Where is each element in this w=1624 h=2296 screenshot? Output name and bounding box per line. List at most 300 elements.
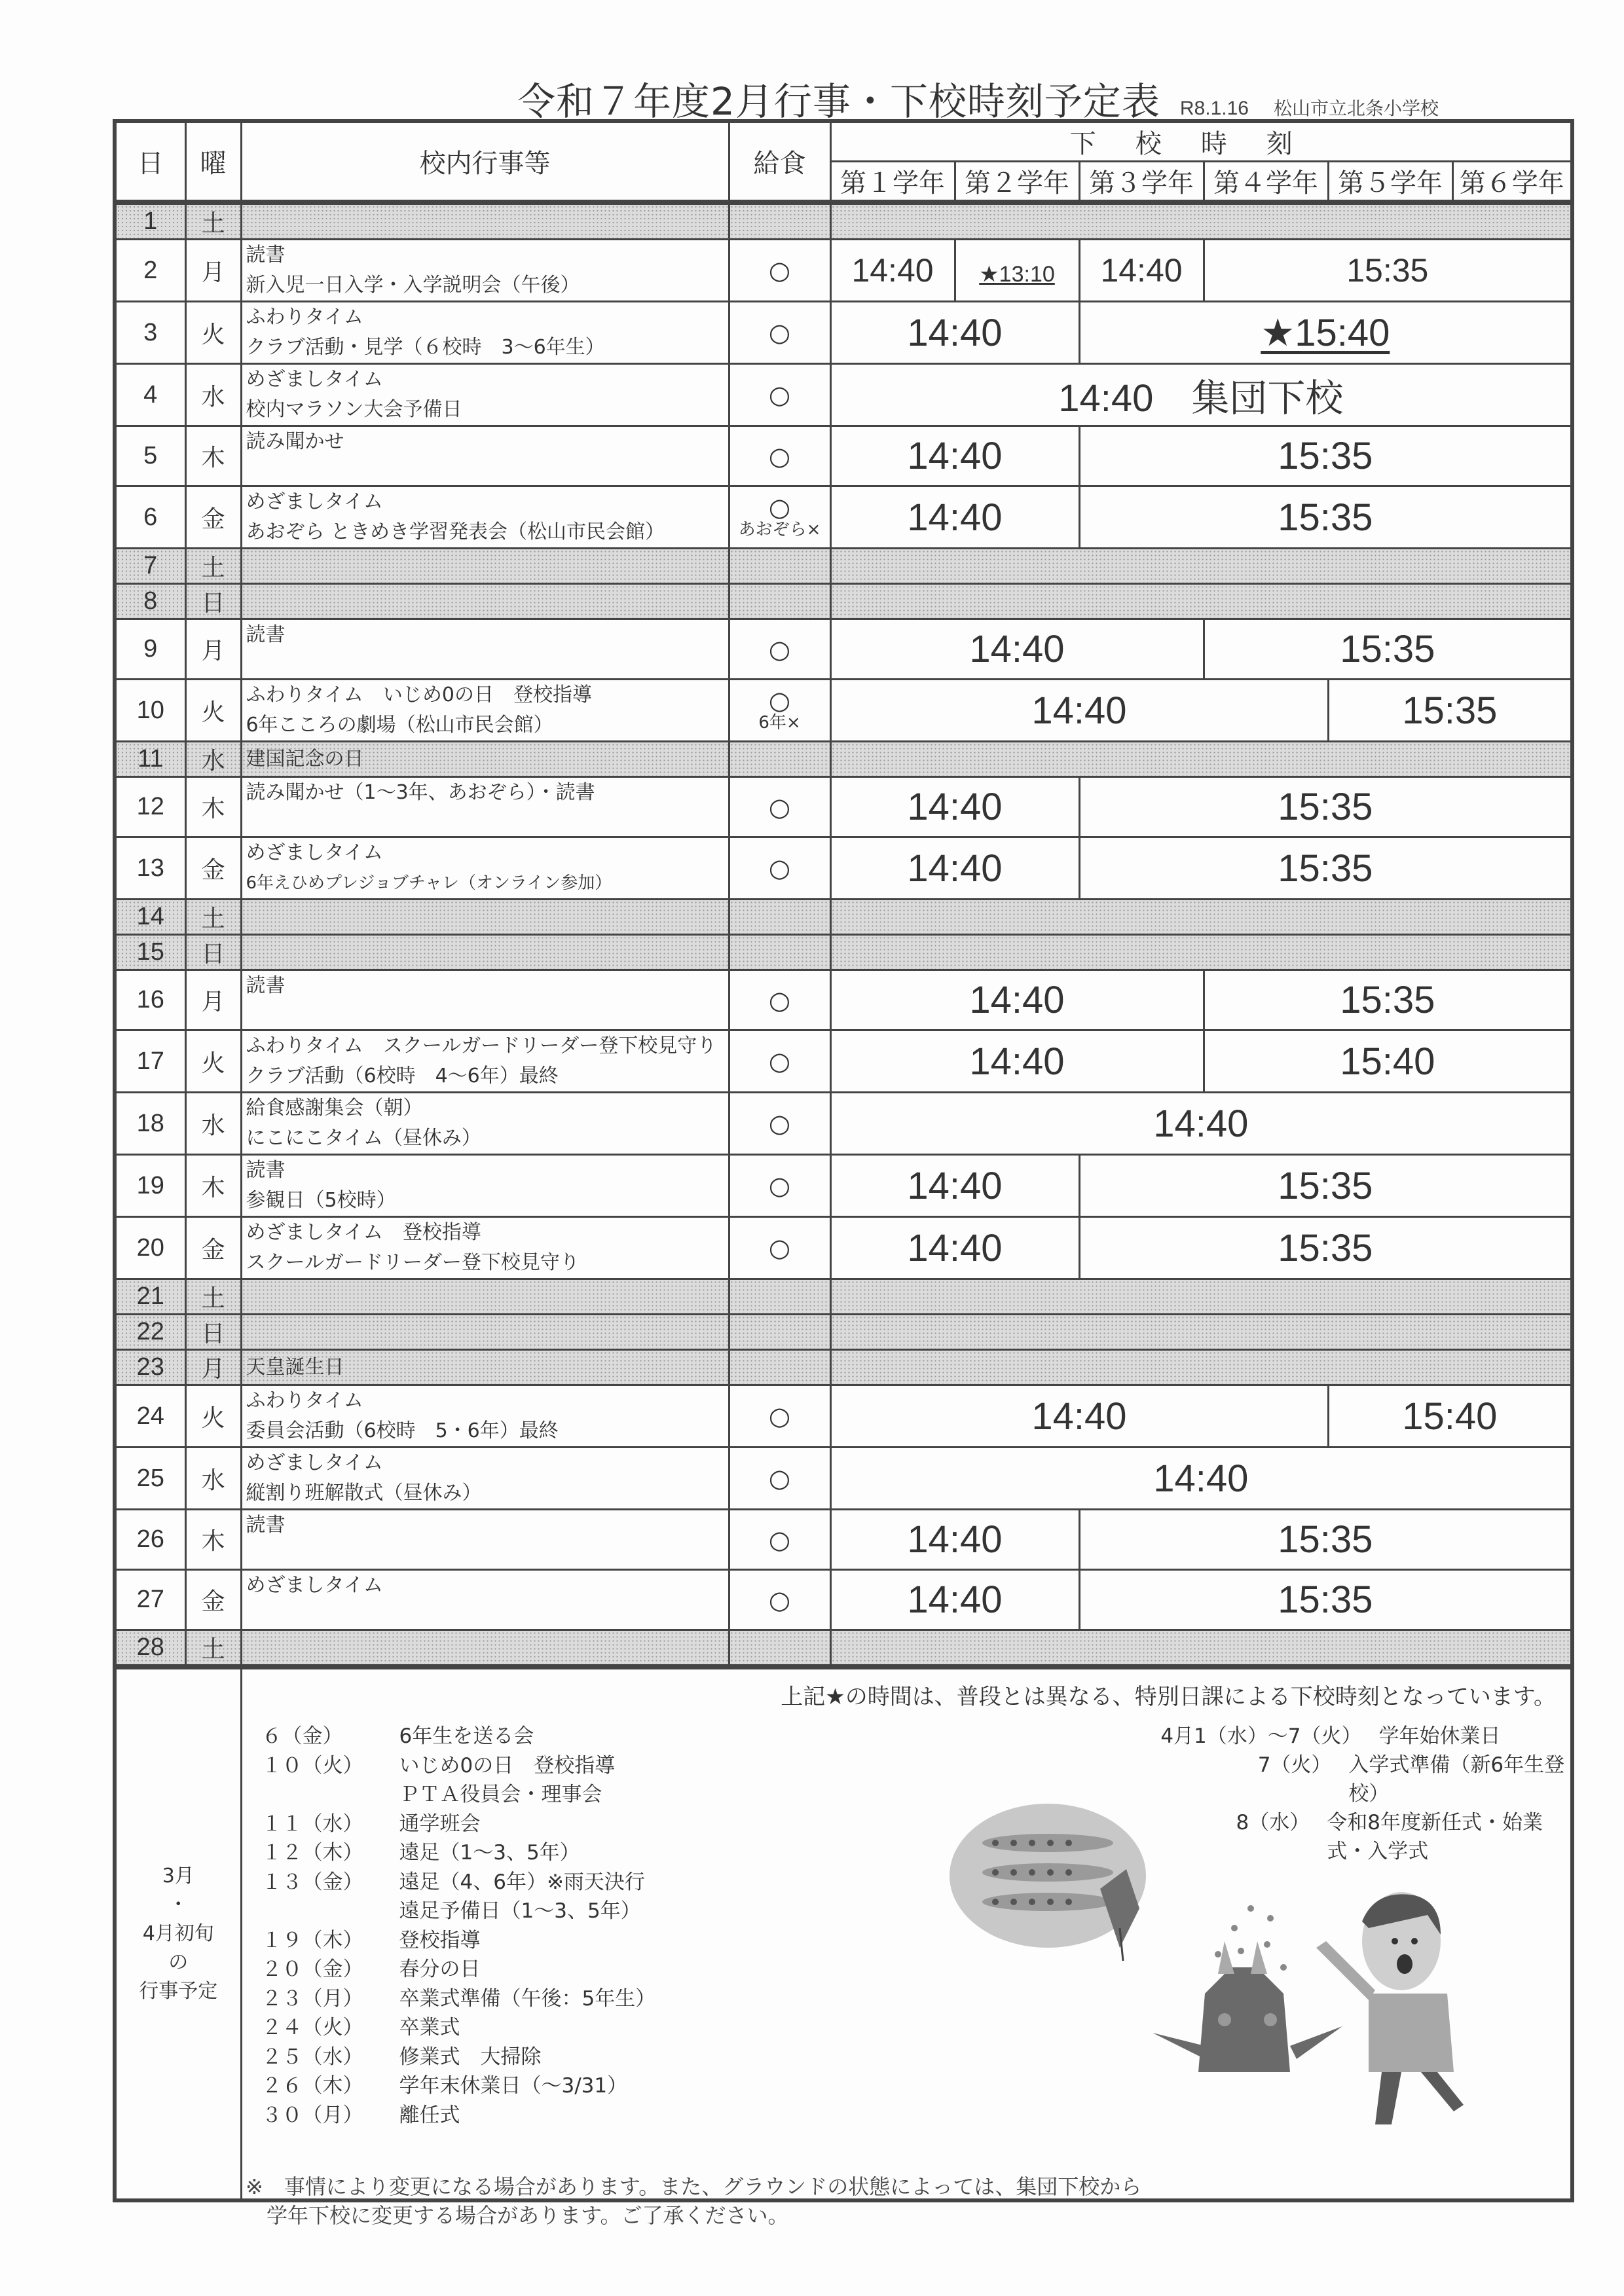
school-name: 松山市立北条小学校 [1273,98,1439,119]
dismissal-time-cell [1328,1385,1572,1448]
dismissal-time: 14:40 [851,252,934,289]
upcoming-label-line: 行事予定 [139,1980,218,2003]
table-row [115,364,1572,426]
event-text: 読書 [246,1514,286,1537]
page-title: 令和７年度2月行事・下校時刻予定表 [517,79,1160,124]
weekday-cell: 土 [185,900,241,935]
events-cell [241,240,729,302]
dismissal-time-cell [830,970,1204,1030]
dismissal-time: 14:40 [907,1518,1003,1561]
dismissal-time: 14:40 [907,1164,1003,1207]
dismissal-time-cell [1079,777,1572,837]
day-cell: 15 [115,935,185,970]
holiday-row [115,1279,1572,1315]
dismissal-time-cell [830,1385,1328,1448]
event-text: クラブ活動（6校時 4～6年）最終 [246,1065,559,1087]
dismissal-time-cell [830,1510,1079,1570]
dismissal-time-cell [830,240,955,302]
march-event [262,2013,656,2043]
weekday-cell: 水 [185,742,241,777]
events-cell [241,680,729,742]
upcoming-label-line: 3月 [162,1865,194,1887]
dismissal-time-cell [830,837,1079,900]
holiday-row [115,1630,1572,1667]
lunch-mark: ○ [768,792,791,822]
dismissal-time: 15:35 [1278,1578,1373,1621]
dismissal-time: 14:40 [969,979,1065,1021]
holiday-row [115,1350,1572,1385]
event-text: めざましタイム [246,1451,383,1474]
table-row [115,837,1572,900]
dismissal-time: 15:35 [1340,628,1435,670]
events-cell [241,1630,729,1667]
events-cell [241,970,729,1030]
events-cell [241,202,729,240]
dismissal-time-cell [1079,1155,1572,1217]
col-header-grade-5: 第５学年 [1328,162,1452,203]
lunch-mark: ○ [768,1047,791,1076]
weekday-cell: 日 [185,935,241,970]
weekday-cell: 金 [185,486,241,549]
event-name: 遠足予備日（1～3、5年） [399,1899,641,1923]
day-cell: 3 [115,302,185,364]
day-cell: 21 [115,1279,185,1315]
dismissal-time: 14:40 集団下校 [1058,377,1344,420]
day-cell: 12 [115,777,185,837]
lunch-cell [729,1510,830,1570]
weekday-cell: 木 [185,1155,241,1217]
issue-date: R8.1.16 [1179,98,1249,119]
footnote-line: ※ 事情により変更になる場合があります。また、グラウンドの状態によっては、集団下校から [246,2174,1142,2199]
day-cell: 6 [115,486,185,549]
weekday-cell: 火 [185,1030,241,1093]
events-cell [241,584,729,619]
lunch-cell [729,1630,830,1667]
weekday-cell: 土 [185,202,241,240]
events-cell [241,1448,729,1510]
weekday-cell: 土 [185,1279,241,1315]
day-cell: 4 [115,364,185,426]
event-name: ＰＴＡ役員会・理事会 [399,1783,602,1806]
lunch-cell [729,1155,830,1217]
event-name: 卒業式 [399,2016,460,2039]
events-cell [241,364,729,426]
day-cell: 9 [115,619,185,680]
event-date: 8（水） [1236,1811,1310,1834]
day-cell: 13 [115,837,185,900]
dismissal-time-cell [830,1448,1572,1510]
day-cell: 16 [115,970,185,1030]
event-date: 7（火） [1257,1753,1332,1777]
day-cell: 22 [115,1315,185,1350]
child-throwing-beans-icon [1316,1892,1464,2124]
event-text: ふわりタイム スクールガードリーダー登下校見守り [246,1034,717,1057]
lunch-cell [729,935,830,970]
lunch-mark: ○ [768,380,791,409]
col-header-grade-3: 第３学年 [1079,162,1204,203]
weekday-cell: 木 [185,1510,241,1570]
lunch-cell [729,584,830,619]
event-text: スクールガードリーダー登下校見守り [246,1251,580,1274]
event-date [262,1897,399,1926]
event-text: ふわりタイム [246,1389,363,1412]
lunch-mark: ○ [768,1109,791,1138]
table-row [115,302,1572,364]
events-cell [241,1510,729,1570]
weekday-cell: 木 [185,426,241,486]
dismissal-time-cell [830,1570,1079,1630]
dismissal-time-cell [1204,1030,1572,1093]
dismissal-time-cell [830,426,1079,486]
events-cell [241,1217,729,1279]
event-text: めざましタイム [246,841,383,864]
lunch-mark: ○ [768,1464,791,1493]
event-date: ２５（水） [261,2045,363,2069]
event-date: １１（水） [261,1812,363,1836]
table-row [115,1570,1572,1630]
event-name: 令和8年度新任式・始業式・入学式 [1327,1811,1543,1863]
lunch-cell [729,426,830,486]
dismissal-time-cell [1079,486,1572,549]
event-text: 天皇誕生日 [246,1355,344,1379]
footnote [246,2172,1141,2230]
day-cell: 20 [115,1217,185,1279]
holiday-row [115,742,1572,777]
dismissal-time: 14:40 [907,1578,1003,1621]
event-date: 4月1（水）～7（火） [1160,1724,1362,1748]
col-header-lunch: 給食 [729,121,830,202]
dismissal-time: 14:40 [907,786,1003,828]
day-cell: 11 [115,742,185,777]
march-event [262,1984,656,2014]
lunch-cell [729,1385,830,1448]
events-cell [241,837,729,900]
event-name: 遠足（4、6年）※雨天決行 [399,1870,645,1894]
event-text: めざましタイム [246,1574,383,1597]
events-cell [241,1385,729,1448]
event-name: 卒業式準備（午後：5年生） [399,1986,656,2011]
weekday-cell: 木 [185,777,241,837]
lunch-cell [729,1448,830,1510]
table-row [115,1510,1572,1570]
lunch-cell [729,240,830,302]
lunch-mark: ○ [768,686,791,715]
event-text: 読書 [246,974,286,997]
col-header-dismissal-time: 下校時刻 [830,121,1572,162]
event-text: ふわりタイム いじめ0の日 登校指導 [246,683,592,706]
dismissal-time-empty [830,1315,1572,1350]
dismissal-time: 15:35 [1278,1164,1373,1207]
event-date: ３０（月） [261,2103,363,2127]
dismissal-time: 14:40 [969,1040,1065,1083]
dismissal-time-cell [1079,837,1572,900]
event-text: 6年えひめプレジョブチャレ（オンライン参加） [246,873,612,893]
weekday-cell: 水 [185,1093,241,1155]
weekday-cell: 月 [185,1350,241,1385]
events-cell [241,935,729,970]
dismissal-time-cell [955,240,1079,302]
event-date: ６（金） [261,1724,343,1748]
lunch-cell [729,900,830,935]
event-name: 登校指導 [399,1928,481,1952]
march-event [262,1926,656,1956]
event-text: めざましタイム 登校指導 [246,1221,481,1244]
lunch-mark: ○ [768,854,791,883]
event-text: 委員会活動（6校時 5・6年）最終 [246,1419,559,1442]
day-cell: 25 [115,1448,185,1510]
upcoming-label [115,1667,241,2200]
event-name: 学年末休業日（～3/31） [399,2074,628,2098]
day-cell: 18 [115,1093,185,1155]
event-text: 参観日（5校時） [246,1189,396,1212]
lunch-cell [729,486,830,549]
events-cell [241,302,729,364]
table-row [115,486,1572,549]
dismissal-time-cell [830,302,1079,364]
events-cell [241,742,729,777]
col-header-grade-6: 第６学年 [1452,162,1572,203]
lunch-mark: ○ [768,441,791,471]
weekday-cell: 火 [185,680,241,742]
dismissal-time-cell [1079,426,1572,486]
dismissal-time: 15:35 [1278,1518,1373,1561]
events-cell [241,900,729,935]
march-event [262,2101,656,2130]
lunch-cell [729,1350,830,1385]
special-dismissal-time: ★15:40 [1261,312,1390,354]
dismissal-time: 15:35 [1340,979,1435,1021]
events-cell [241,1350,729,1385]
day-cell: 24 [115,1385,185,1448]
lunch-cell [729,742,830,777]
dismissal-time: 14:40 [907,435,1003,477]
march-events-list [262,1722,656,2130]
header [517,71,1439,126]
table-row [115,1093,1572,1155]
dismissal-time-cell [1204,970,1572,1030]
event-text: 読み聞かせ（1～3年、あおぞら）・読書 [246,781,595,804]
day-cell: 26 [115,1510,185,1570]
day-cell: 19 [115,1155,185,1217]
event-text: 読書 [246,244,286,266]
dismissal-time-empty [830,549,1572,584]
dismissal-time-empty [830,584,1572,619]
table-row [115,777,1572,837]
dismissal-time-cell [830,1093,1572,1155]
dismissal-time-cell [1079,1217,1572,1279]
lunch-cell [729,1315,830,1350]
holiday-row [115,584,1572,619]
weekday-cell: 金 [185,1217,241,1279]
lunch-cell [729,549,830,584]
lunch-note: あおぞら× [738,520,821,539]
dismissal-time-cell [1328,680,1572,742]
day-cell: 8 [115,584,185,619]
events-cell [241,426,729,486]
events-cell [241,777,729,837]
table-row [115,1385,1572,1448]
dismissal-time-cell [1079,1570,1572,1630]
lunch-cell [729,364,830,426]
dismissal-time: 14:40 [907,496,1003,539]
dismissal-time-cell [1079,1510,1572,1570]
dismissal-time-cell [1079,302,1572,364]
event-text: 縦割り班解散式（昼休み） [246,1482,482,1504]
weekday-cell: 土 [185,549,241,584]
lunch-cell [729,837,830,900]
events-cell [241,619,729,680]
sardine-holly-icon [950,1804,1146,1961]
holiday-row [115,900,1572,935]
dismissal-time: 14:40 [907,311,1003,354]
day-cell: 23 [115,1350,185,1385]
dismissal-time: 15:35 [1278,435,1373,477]
events-cell [241,486,729,549]
dismissal-time: 14:40 [1031,1394,1127,1438]
dismissal-time-cell [830,1155,1079,1217]
table-row [115,619,1572,680]
col-header-grade-1: 第１学年 [830,162,955,203]
lunch-mark: ○ [768,1233,791,1262]
weekday-cell: 土 [185,1630,241,1667]
dismissal-time-empty [830,1630,1572,1667]
dismissal-time-cell [1204,619,1572,680]
lunch-mark: ○ [768,1585,791,1614]
dismissal-time-cell [1079,240,1204,302]
event-date [262,1780,399,1810]
dismissal-time-empty [830,742,1572,777]
event-text: クラブ活動・見学（６校時 3～6年生） [246,336,605,359]
lunch-mark: ○ [768,318,791,347]
day-cell: 28 [115,1630,185,1667]
day-cell: 14 [115,900,185,935]
event-date: ２３（月） [261,1986,363,2011]
col-header-events: 校内行事等 [241,121,729,202]
weekday-cell: 月 [185,970,241,1030]
dismissal-time: 14:40 [1100,252,1183,289]
day-cell: 7 [115,549,185,584]
dismissal-time: 15:35 [1278,847,1373,890]
weekday-cell: 水 [185,1448,241,1510]
lunch-cell [729,302,830,364]
col-header-dow: 曜 [185,121,241,202]
col-header-day: 日 [115,121,185,202]
dismissal-time-cell [1204,240,1572,302]
day-cell: 1 [115,202,185,240]
event-date: １９（木） [261,1928,363,1952]
dismissal-time: 14:40 [1031,689,1127,732]
day-cell: 17 [115,1030,185,1093]
upcoming-label-line: 4月初旬 [142,1922,214,1945]
event-text: 読書 [246,1159,286,1182]
setsubun-illustration [943,1797,1480,2138]
weekday-cell: 月 [185,240,241,302]
dismissal-time: 15:40 [1340,1040,1435,1083]
table-row [115,1155,1572,1217]
dismissal-time: 15:35 [1402,689,1498,732]
dismissal-time: 15:40 [1402,1394,1498,1438]
lunch-cell [729,202,830,240]
event-text: 建国記念の日 [246,747,364,771]
event-name: いじめ0の日 登校指導 [399,1753,616,1777]
event-name: 6年生を送る会 [399,1724,534,1748]
dismissal-time-cell [830,486,1079,549]
dismissal-time: 15:35 [1278,496,1373,539]
dismissal-time-cell [830,364,1572,426]
weekday-cell: 火 [185,1385,241,1448]
event-text: 読み聞かせ [246,430,344,453]
weekday-cell: 日 [185,584,241,619]
star-note: 上記★の時間は、普段とは異なる、特別日課による下校時刻となっています。 [781,1684,1557,1710]
lunch-mark: ○ [768,985,791,1015]
dismissal-time-cell [830,1217,1079,1279]
event-date: ２４（火） [261,2016,363,2039]
dismissal-time: 14:40 [969,628,1065,670]
day-cell: 5 [115,426,185,486]
col-header-grade-2: 第２学年 [955,162,1079,203]
march-event [262,1955,656,1984]
dismissal-time-empty [830,202,1572,240]
lunch-mark: ○ [768,1171,791,1200]
weekday-cell: 日 [185,1315,241,1350]
event-text: 給食感謝集会（朝） [246,1097,423,1120]
lunch-cell [729,1570,830,1630]
events-cell [241,1570,729,1630]
lunch-cell [729,680,830,742]
march-event [262,1810,656,1839]
lunch-note: 6年× [758,713,801,733]
weekday-cell: 水 [185,364,241,426]
event-date: １３（金） [261,1870,363,1894]
event-text: にこにこタイム（昼休み） [246,1127,481,1150]
lunch-cell [729,1093,830,1155]
holiday-row [115,1315,1572,1350]
lunch-cell [729,619,830,680]
holiday-row [115,935,1572,970]
oni-demon-icon [1153,1941,1342,2072]
lunch-mark: ○ [768,256,791,285]
table-row [115,1217,1572,1279]
weekday-cell: 金 [185,1570,241,1630]
events-cell [241,549,729,584]
events-cell [241,1279,729,1315]
dismissal-time: 15:35 [1346,252,1429,289]
event-text: 読書 [246,623,286,646]
upcoming-label-line: ・ [168,1893,189,1916]
event-name: 学年始休業日 [1378,1724,1501,1748]
table-row [115,680,1572,742]
event-name: 春分の日 [399,1958,481,1981]
event-name: 修業式 大掃除 [399,2045,542,2069]
dismissal-time-empty [830,935,1572,970]
weekday-cell: 金 [185,837,241,900]
dismissal-time: 15:35 [1278,1226,1373,1269]
event-date: ２６（木） [261,2074,363,2098]
event-name: 遠足（1～3、5年） [399,1841,580,1865]
lunch-cell [729,1217,830,1279]
event-text: めざましタイム [246,490,383,513]
event-date: １２（木） [261,1841,363,1865]
dismissal-time-cell [830,619,1204,680]
dismissal-time-cell [830,680,1328,742]
lunch-mark: ○ [768,634,791,664]
events-cell [241,1315,729,1350]
dismissal-time: 14:40 [907,1226,1003,1269]
table-row [115,426,1572,486]
march-event [262,2043,656,2072]
event-name: 通学班会 [399,1812,481,1836]
april-event [1139,1722,1571,1751]
